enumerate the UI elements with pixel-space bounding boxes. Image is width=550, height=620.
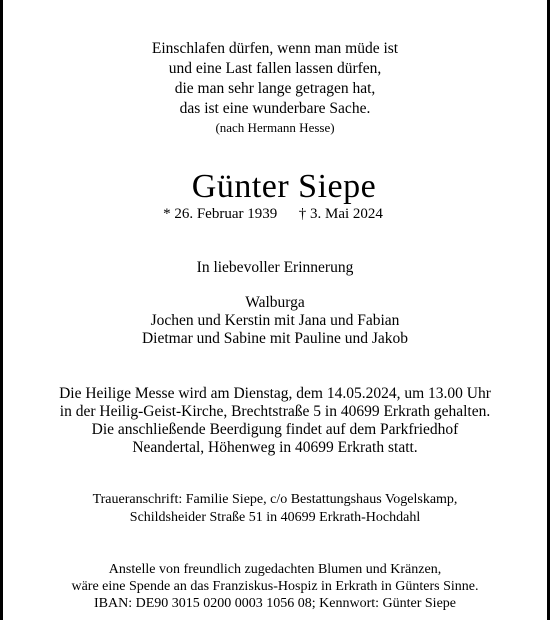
poem-line: die man sehr lange getragen hat,: [174, 80, 376, 97]
death-date: † 3. Mai 2024: [298, 206, 383, 222]
service-line: Neandertal, Höhenweg in 40699 Erkrath statt.: [132, 439, 418, 456]
poem-citation: (nach Hermann Hesse): [215, 120, 335, 135]
mourner-line: Jochen und Kerstin mit Jana und Fabian: [150, 312, 400, 329]
service-line: Die anschließende Beerdigung findet auf dem Parkfriedhof: [91, 421, 459, 438]
remembrance-heading: In liebevoller Erinnerung: [196, 259, 354, 276]
service-line: Die Heilige Messe wird am Dienstag, dem 14.05.2024, um 13.00 Uhr: [59, 385, 491, 402]
poem-line: das ist eine wunderbare Sache.: [179, 100, 371, 117]
mourner-line: Walburga: [245, 294, 305, 311]
deceased-name: Günter Siepe: [191, 168, 377, 205]
poem-line: und eine Last fallen lassen dürfen,: [168, 60, 382, 77]
donation-line: Anstelle von freundlich zugedachten Blumen und Kränzen,: [108, 562, 442, 577]
poem-line: Einschlafen dürfen, wenn man müde ist: [151, 40, 399, 57]
donation-line: wäre eine Spende an das Franziskus-Hospiz in Erkrath in Günters Sinne.: [71, 579, 479, 594]
birth-date: * 26. Februar 1939: [163, 206, 278, 222]
service-line: in der Heilig-Geist-Kirche, Brechtstraße 5 in 40699 Erkrath gehalten.: [59, 403, 491, 420]
mourner-line: Dietmar und Sabine mit Pauline und Jakob: [141, 330, 409, 347]
life-dates: [0, 206, 547, 223]
donation-line: IBAN: DE90 3015 0200 0003 1056 08; Kennwort: Günter Siepe: [93, 596, 457, 611]
address-line: Schildsheider Straße 51 in 40699 Erkrath-Hochdahl: [129, 510, 421, 525]
address-line: Traueranschrift: Familie Siepe, c/o Bestattungshaus Vogelskamp,: [92, 492, 458, 507]
